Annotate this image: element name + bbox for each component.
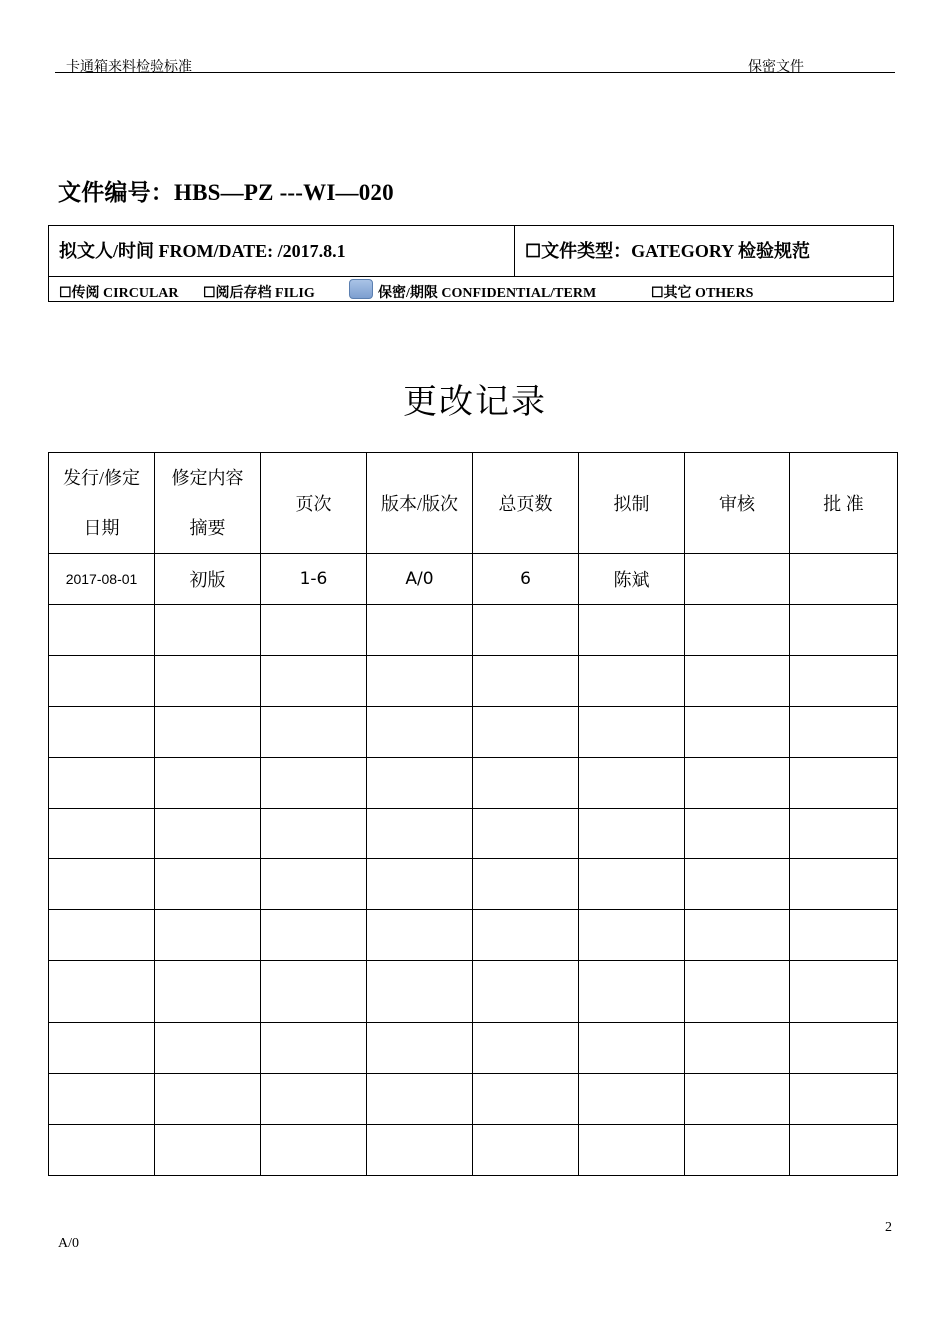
column-header-line: 拟制 (613, 494, 650, 514)
table-cell: 2017-08-01 (49, 554, 155, 605)
table-cell (49, 707, 155, 758)
table-cell (367, 1023, 473, 1074)
table-cell (685, 554, 790, 605)
table-cell: 初版 (155, 554, 261, 605)
column-header-line: 批 准 (823, 494, 864, 514)
table-cell (790, 707, 898, 758)
table-cell (49, 910, 155, 961)
column-header (579, 453, 685, 554)
table-cell (367, 758, 473, 809)
table-cell (473, 961, 579, 1023)
table-row (49, 1023, 898, 1074)
table-cell (579, 1074, 685, 1125)
column-header-line: 版本/版次 (380, 494, 458, 514)
table-cell (685, 1023, 790, 1074)
table-cell (473, 1023, 579, 1074)
table-cell (685, 961, 790, 1023)
table-cell (579, 910, 685, 961)
option-others[interactable]: ☐其它 OTHERS (651, 286, 754, 301)
table-cell (261, 1074, 367, 1125)
table-cell (155, 910, 261, 961)
table-cell (790, 859, 898, 910)
column-header (367, 453, 473, 554)
table-cell (790, 758, 898, 809)
table-cell (367, 1074, 473, 1125)
table-cell (49, 859, 155, 910)
table-cell (261, 758, 367, 809)
table-cell (155, 605, 261, 656)
table-cell (261, 707, 367, 758)
column-header-line: 日期 (83, 518, 120, 538)
table-cell (579, 859, 685, 910)
table-cell (473, 1125, 579, 1176)
table-cell (261, 1125, 367, 1176)
table-cell (49, 1023, 155, 1074)
table-cell (367, 859, 473, 910)
table-cell (367, 1125, 473, 1176)
table-cell (473, 656, 579, 707)
option-circular[interactable]: ☐传阅 CIRCULAR (59, 286, 179, 301)
document-type: ☐文件类型：GATEGORY 检验规范 (525, 241, 811, 261)
table-cell: 6 (473, 554, 579, 605)
column-header-line: 发行/修定 (62, 468, 140, 488)
table-cell (579, 758, 685, 809)
column-header (473, 453, 579, 554)
info-divider (514, 226, 515, 276)
table-cell (155, 1074, 261, 1125)
table-cell (49, 605, 155, 656)
table-cell (49, 1125, 155, 1176)
change-record-table (48, 452, 898, 1176)
table-cell: 1-6 (261, 554, 367, 605)
table-cell (261, 809, 367, 859)
table-cell (790, 656, 898, 707)
table-row (49, 859, 898, 910)
table-cell (155, 1125, 261, 1176)
table-cell (473, 605, 579, 656)
header-doc-title: 卡通箱来料检验标准 (66, 60, 192, 75)
table-cell (155, 1023, 261, 1074)
table-cell (367, 809, 473, 859)
table-cell (685, 707, 790, 758)
column-header-line: 审核 (719, 494, 755, 514)
table-cell (261, 656, 367, 707)
footer-version: A/0 (58, 1236, 79, 1251)
column-header (685, 453, 790, 554)
table-cell (790, 1023, 898, 1074)
table-cell (790, 809, 898, 859)
table-cell (685, 1074, 790, 1125)
table-cell (367, 910, 473, 961)
table-cell (155, 859, 261, 910)
column-header-line: 摘要 (189, 518, 226, 538)
table-cell (790, 1074, 898, 1125)
table-cell (473, 859, 579, 910)
table-cell (685, 910, 790, 961)
confidential-checkbox-icon[interactable] (349, 279, 373, 299)
page-number: 2 (885, 1220, 892, 1235)
table-cell (367, 605, 473, 656)
option-filing[interactable]: ☐阅后存档 FILIG (203, 286, 315, 301)
column-header-line: 总页数 (498, 494, 553, 514)
table-cell (579, 707, 685, 758)
document-number: 文件编号：HBS—PZ ---WI—020 (58, 180, 394, 205)
table-cell (790, 1125, 898, 1176)
table-cell (685, 656, 790, 707)
table-cell: 陈斌 (579, 554, 685, 605)
table-cell (473, 1074, 579, 1125)
table-cell (155, 809, 261, 859)
table-cell (473, 758, 579, 809)
table-row (49, 1125, 898, 1176)
column-header (790, 453, 898, 554)
table-cell (261, 605, 367, 656)
header-confidential: 保密文件 (748, 60, 804, 75)
table-cell (473, 809, 579, 859)
table-cell (155, 707, 261, 758)
table-cell (49, 1074, 155, 1125)
option-confidential: 保密/期限 CONFIDENTIAL/TERM (378, 286, 597, 301)
table-cell (579, 1023, 685, 1074)
table-cell (579, 809, 685, 859)
table-row (49, 910, 898, 961)
document-info-box (48, 225, 894, 302)
info-row-1 (49, 226, 893, 277)
table-row (49, 656, 898, 707)
table-cell (261, 1023, 367, 1074)
table-cell (261, 859, 367, 910)
table-cell (685, 1125, 790, 1176)
table-cell (367, 961, 473, 1023)
table-row (49, 809, 898, 859)
table-cell (473, 707, 579, 758)
table-row (49, 758, 898, 809)
table-cell (579, 1125, 685, 1176)
table-cell (685, 809, 790, 859)
table-cell (155, 656, 261, 707)
table-cell (49, 809, 155, 859)
table-cell (685, 605, 790, 656)
table-header-row (49, 453, 898, 554)
table-row (49, 961, 898, 1023)
table-cell (261, 910, 367, 961)
table-cell (261, 961, 367, 1023)
table-row (49, 1074, 898, 1125)
table-cell (790, 910, 898, 961)
header-rule (55, 72, 895, 73)
page-title: 更改记录 (403, 384, 547, 421)
table-cell (49, 758, 155, 809)
table-cell (579, 605, 685, 656)
table-cell: A/0 (367, 554, 473, 605)
table-cell (49, 961, 155, 1023)
table-row (49, 605, 898, 656)
table-cell (155, 758, 261, 809)
table-cell (685, 859, 790, 910)
table-cell (367, 656, 473, 707)
distribution-options (49, 277, 893, 302)
table-row (49, 707, 898, 758)
table-cell (790, 961, 898, 1023)
table-cell (579, 656, 685, 707)
drafter-date: 拟文人/时间 FROM/DATE: /2017.8.1 (59, 241, 346, 261)
table-row (49, 554, 898, 605)
table-cell (579, 961, 685, 1023)
column-header-line: 修定内容 (171, 468, 244, 488)
table-cell (49, 656, 155, 707)
column-header-line: 页次 (295, 494, 332, 514)
table-cell (790, 605, 898, 656)
table-cell (790, 554, 898, 605)
column-header (155, 453, 261, 554)
table-cell (155, 961, 261, 1023)
table-cell (685, 758, 790, 809)
table-cell (473, 910, 579, 961)
column-header (261, 453, 367, 554)
column-header (49, 453, 155, 554)
table-cell (367, 707, 473, 758)
